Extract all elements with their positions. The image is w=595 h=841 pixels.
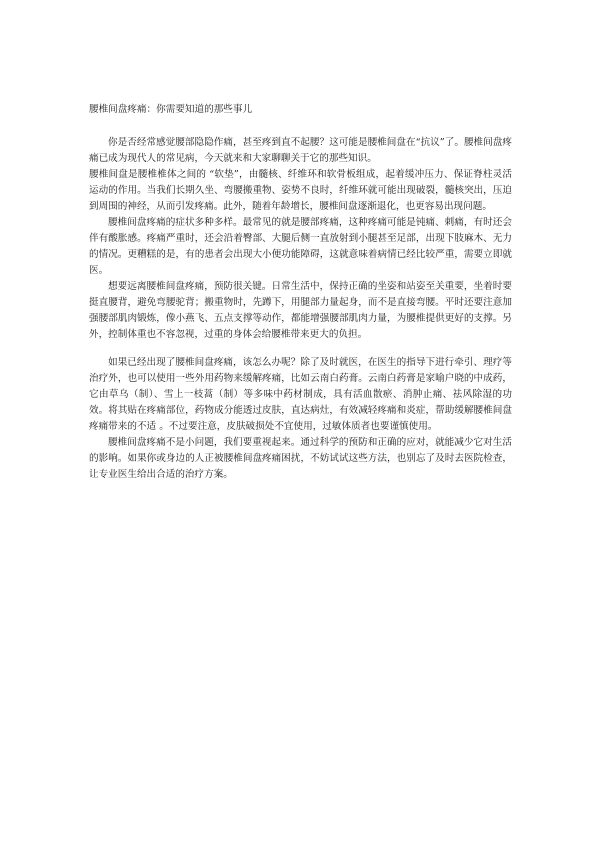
paragraph-prevention: 想要远离腰椎间盘疼痛，预防很关键。日常生活中，保持正确的坐姿和站姿至关重要，坐着时要挺直腰背，避免弯腰驼背；搬重物时，先蹲下，用腿部力量起身，而不是直接弯腰。平时还要注意加强腰部肌肉锻炼，像小燕飞、五点支撑等动作，都能增强腰部肌肉力量，为腰椎提供更好的支撑。另外，控制体重也不容忽视，过重的身体会给腰椎带来更大的负担。 <box>89 281 512 340</box>
paragraph-conclusion: 腰椎间盘疼痛不是小问题，我们要重视起来。通过科学的预防和正确的应对，就能减少它对生活的影响。如果你或身边的人正被腰椎间盘疼痛困扰，不妨试试这些方法，也别忘了及时去医院检查，让专业医生给出合适的治疗方案。 <box>89 437 512 480</box>
document-title: 腰椎间盘疼痛：你需要知道的那些事儿 <box>89 104 253 115</box>
paragraph-symptoms: 腰椎间盘疼痛的症状多种多样。最常见的就是腰部疼痛，这种疼痛可能是钝痛、刺痛，有时还会伴有酸胀感。疼痛严重时，还会沿着臀部、大腿后侧一直放射到小腿甚至足部，出现下肢麻木、无力的情况。更糟糕的是，有的患者会出现大小便功能障碍，这就意味着病情已经比较严重，需要立即就医。 <box>89 217 512 276</box>
paragraph-treatment: 如果已经出现了腰椎间盘疼痛，该怎么办呢？除了及时就医，在医生的指导下进行牵引、理疗等治疗外，也可以使用一些外用药物来缓解疼痛，比如云南白药膏。云南白药膏是家喻户晓的中成药，它由草乌（制）、雪上一枝蒿（制）等多味中药材制成，具有活血散瘀、消肿止痛、祛风除湿的功效。将其贴在疼痛部位，药物成分能透过皮肤，直达病灶，有效减轻疼痛和炎症，帮助缓解腰椎间盘疼痛带来的不适 。不过要注意，皮肤破损处不宜使用，过敏体质者也要谨慎使用。 <box>89 357 512 432</box>
paragraph-anatomy: 腰椎间盘是腰椎椎体之间的 “软垫”，由髓核、纤维环和软骨板组成，起着缓冲压力、保证脊柱灵活运动的作用。当我们长期久坐、弯腰搬重物、姿势不良时，纤维环就可能出现破裂，髓核突出，压迫到周围的神经，从而引发疼痛。此外，随着年龄增长，腰椎间盘逐渐退化，也更容易出现问题。 <box>89 169 512 212</box>
document-body <box>89 135 512 483</box>
paragraph-intro: 你是否经常感觉腰部隐隐作痛，甚至疼到直不起腰？这可能是腰椎间盘在“抗议”了。腰椎间盘疼痛已成为现代人的常见病，今天就来和大家聊聊关于它的那些知识。 <box>89 137 512 164</box>
